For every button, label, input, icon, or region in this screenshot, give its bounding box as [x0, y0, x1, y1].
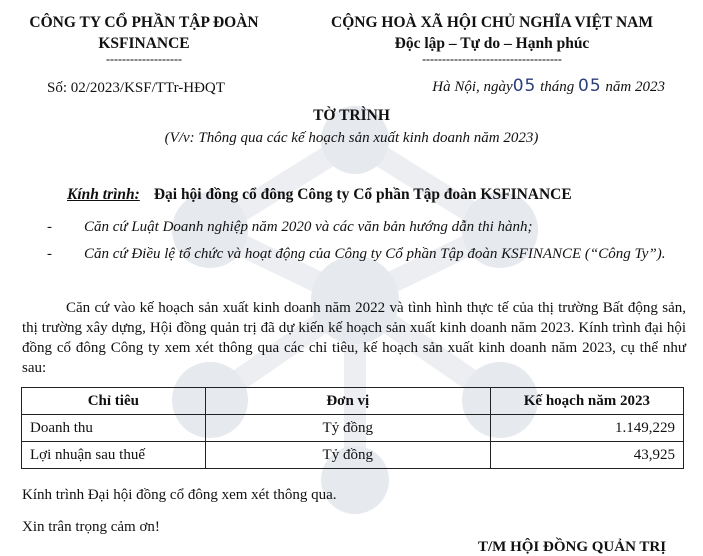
motto-underline: ----------------------------------- — [422, 52, 562, 66]
body-paragraph: Căn cứ vào kế hoạch sản xuất kinh doanh năm 2022 và tình hình thực tế của thị trường Bất động sản, thị trường xây dựng, Hội đồng quản trị đã dự kiến kế hoạch sản xuất kinh doanh năm 2023. Kính trình đại hội đồng cổ đông Công ty xem xét thông qua các chỉ tiêu, kế hoạch sản xuất kinh doanh năm 2023, cụ thể như sau: — [22, 300, 686, 376]
business-plan-table — [21, 387, 684, 469]
header-indicator: Chỉ tiêu — [22, 388, 206, 415]
cell-indicator: Lợi nhuận sau thuế — [22, 442, 206, 469]
cell-unit: Tỷ đồng — [205, 415, 490, 442]
company-name-line2: KSFINANCE — [98, 35, 190, 52]
nation-name: CỘNG HOÀ XÃ HỘI CHỦ NGHĨA VIỆT NAM — [331, 14, 653, 31]
legal-basis-text: Căn cứ Điều lệ tổ chức và hoạt động của Công ty Cổ phần Tập đoàn KSFINANCE (“Công Ty”). — [84, 246, 666, 262]
signature-block-heading: T/M HỘI ĐỒNG QUẢN TRỊ — [478, 539, 667, 555]
recipient-value: Đại hội đồng cổ đông Công ty Cổ phần Tập đoàn KSFINANCE — [153, 186, 572, 203]
date-day-handwritten: 05 — [512, 76, 537, 96]
document-date — [432, 76, 665, 96]
closing-statement: Kính trình Đại hội đồng cổ đông xem xét thông qua. — [22, 487, 337, 503]
cell-plan-value: 1.149,229 — [490, 415, 683, 442]
date-month-label: tháng — [540, 79, 575, 95]
cell-plan-value: 43,925 — [490, 442, 683, 469]
legal-basis-text: Căn cứ Luật Doanh nghiệp năm 2020 và các văn bản hướng dẫn thi hành; — [84, 219, 533, 235]
date-year: năm 2023 — [605, 79, 665, 95]
table-row — [22, 442, 684, 469]
company-name-line1: CÔNG TY CỔ PHẦN TẬP ĐOÀN — [29, 14, 259, 31]
nation-header — [296, 12, 688, 64]
date-prefix: Hà Nội, ngày — [432, 79, 513, 95]
cell-indicator: Doanh thu — [22, 415, 206, 442]
date-month-handwritten: 05 — [578, 76, 602, 96]
table-row — [22, 415, 684, 442]
header-unit: Đơn vị — [205, 388, 490, 415]
document-number: Số: 02/2023/KSF/TTr-HĐQT — [47, 80, 225, 96]
bullet-dash: - — [47, 246, 52, 262]
company-header — [20, 12, 268, 64]
company-underline: ------------------- — [106, 52, 182, 66]
national-motto: Độc lập – Tự do – Hạnh phúc — [394, 35, 590, 52]
recipient-line — [67, 186, 572, 204]
table-header-row — [22, 388, 684, 415]
document-title: TỜ TRÌNH — [313, 107, 390, 124]
header-plan-2023: Kế hoạch năm 2023 — [490, 388, 683, 415]
cell-unit: Tỷ đồng — [205, 442, 490, 469]
thanks-statement: Xin trân trọng cảm ơn! — [22, 519, 160, 535]
recipient-label: Kính trình: — [67, 186, 140, 203]
document-subtitle: (V/v: Thông qua các kế hoạch sản xuất kinh doanh năm 2023) — [164, 130, 539, 146]
bullet-dash: - — [47, 219, 52, 235]
